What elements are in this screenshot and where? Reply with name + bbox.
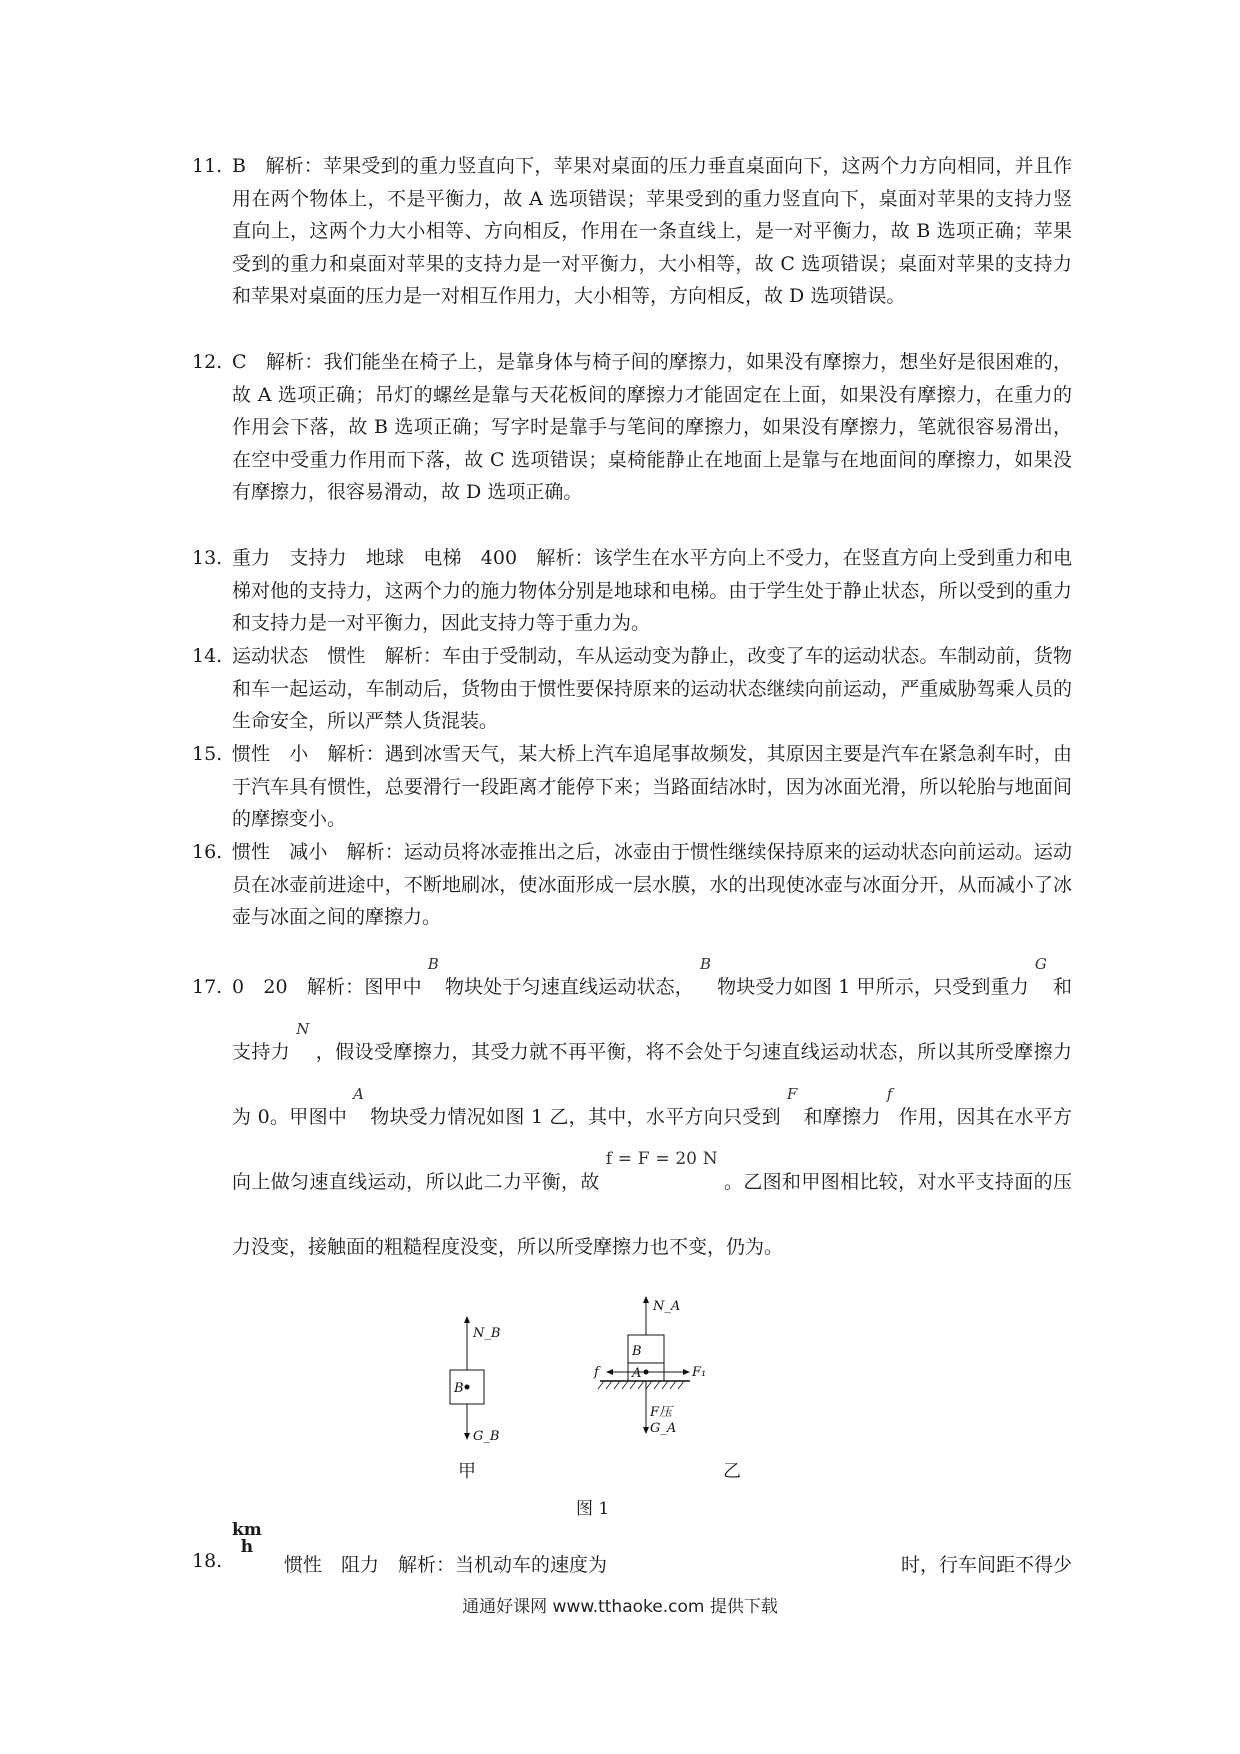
- item-text: C 解析：我们能坐在椅子上，是靠身体与椅子间的摩擦力，如果没有摩擦力，想坐好是很困难的，故 A 选项正确；吊灯的螺丝是靠与天花板间的摩擦力才能固定在上面，如果没有摩擦力，在重力的作用会下落，故 B 选项正确；写字时是靠手与笔间的摩擦力，如果没有摩擦力，笔就很容易滑出，在空中受重力作用而下落，故 C 选项错误；桌椅能静止在地面上是靠与在地面间的摩擦力，如果没有摩擦力，很容易滑动，故 D 选项正确。: [232, 351, 1072, 504]
- symbol-f: f: [886, 1085, 893, 1103]
- figure-sub-caption-jia: 甲: [458, 1461, 476, 1482]
- label-A: A: [632, 1366, 642, 1381]
- symbol-B: B: [427, 955, 439, 973]
- item-text: B 解析：苹果受到的重力竖直向下，苹果对桌面的压力垂直桌面向下，这两个力方向相同，并且作用在两个物体上，不是平衡力，故 A 选项错误；苹果受到的重力竖直向下，桌面对苹果的支持力竖直向上，这两个力大小相等、方向相反，作用在一条直线上，是一对平衡力，故 B 选项正确；苹果受到的重力和桌面对苹果的支持力是一对平衡力，大小相等，故 C 选项错误；桌面对苹果的支持力和苹果对桌面的压力是一对相互作用力，大小相等，方向相反，故 D 选项错误。: [232, 155, 1072, 308]
- item-text: 重力 支持力 地球 电梯 400 解析：该学生在水平方向上不受力，在竖直方向上受到重力和电梯对他的支持力，这两个力的施力物体分别是地球和电梯。由于学生处于静止状态，所以受到的重力和支持力是一对平衡力，因此支持力等于重力为。: [232, 547, 1072, 635]
- answer-item-14: [192, 640, 1072, 738]
- label-NA: N_A: [653, 1299, 681, 1314]
- symbol-N: N: [296, 1020, 310, 1038]
- item-number: 12.: [192, 351, 223, 373]
- label-GA: G_A: [650, 1421, 677, 1436]
- item-text: 惯性 减小 解析：运动员将冰壶推出之后，冰壶由于惯性继续保持原来的运动状态向前运动。运动员在冰壶前进途中，不断地刷冰，使冰面形成一层水膜，水的出现使冰壶与冰面分开，从而减小了冰壶与冰面之间的摩擦力。: [232, 841, 1072, 929]
- item-number: 11.: [192, 155, 223, 177]
- unit-km-per-h: km h: [232, 1520, 262, 1557]
- item-number: 18.: [192, 1550, 223, 1572]
- item-number: 17.: [192, 976, 223, 998]
- label-F1: F₁: [692, 1365, 707, 1380]
- figure-caption: 图 1: [576, 1499, 610, 1519]
- label-NB: N_B: [473, 1326, 501, 1341]
- item-text: 0 20 解析：图甲中$^B$物块处于匀速直线运动状态，$^B$物块受力如图 1 甲所示，只受到重力$^G$和支持力$^N$，假设受摩擦力，其受力就不再平衡，将不会处于匀速直线运动状态，所以其所受摩擦力为 0。甲图中$^A$物块受力情况如图 1 乙，其中，水平方向只受到$^F$和摩擦力$^f$作用，因其在水平方向上做匀速直线运动，所以此二力平衡，故f = F = 20 N。乙图和甲图相比较，对水平支持面的压力没变，接触面的粗糙程度没变，所以所受摩擦力也不变，仍为。: [232, 955, 1072, 1258]
- label-B: B: [632, 1344, 642, 1359]
- diagram-yi: [593, 1296, 706, 1436]
- item-text: 惯性 阻力 解析：当机动车的速度为: [284, 1554, 608, 1576]
- formula-f-equals-F: f = F = 20 N: [605, 1149, 718, 1169]
- item-number: 14.: [192, 645, 223, 667]
- symbol-A: A: [353, 1085, 365, 1103]
- figure-sub-caption-yi: 乙: [723, 1461, 741, 1482]
- diagram-jia: [450, 1316, 500, 1444]
- item-number: 16.: [192, 841, 223, 863]
- item-text: 惯性 小 解析：遇到冰雪天气，某大桥上汽车追尾事故频发，其原因主要是汽车在紧急刹车时，由于汽车具有惯性，总要滑行一段距离才能停下来；当路面结冰时，因为冰面光滑，所以轮胎与地面间的摩擦变小。: [232, 743, 1072, 831]
- label-f: f: [594, 1365, 599, 1380]
- answer-item-15: [192, 738, 1072, 836]
- item-number: 13.: [192, 547, 223, 569]
- symbol-G: G: [1034, 955, 1047, 973]
- item-text: 运动状态 惯性 解析：车由于受制动，车从运动变为静止，改变了车的运动状态。车制动前，货物和车一起运动，车制动后，货物由于惯性要保持原来的运动状态继续向前运动，严重威胁驾乘人员的生命安全，所以严禁人货混装。: [232, 645, 1072, 733]
- item-number: 15.: [192, 743, 223, 765]
- answer-item-16: [192, 836, 1072, 934]
- answer-item-13: [192, 542, 1072, 640]
- answer-item-11: [192, 150, 1072, 313]
- answer-item-12: [192, 346, 1072, 509]
- label-F-press: F压: [650, 1405, 673, 1420]
- symbol-B: B: [699, 955, 711, 973]
- label-B: B: [454, 1381, 464, 1396]
- answer-item-17: [192, 955, 1072, 1279]
- answer-item-18: [192, 1522, 1072, 1582]
- item-text-tail: 时，行车间距不得少: [900, 1554, 1072, 1576]
- label-GB: G_B: [473, 1429, 500, 1444]
- page-footer: 通通好课网 www.tthaoke.com 提供下载: [462, 1597, 778, 1617]
- force-diagram-figure: [440, 1290, 860, 1500]
- symbol-F: F: [786, 1085, 798, 1103]
